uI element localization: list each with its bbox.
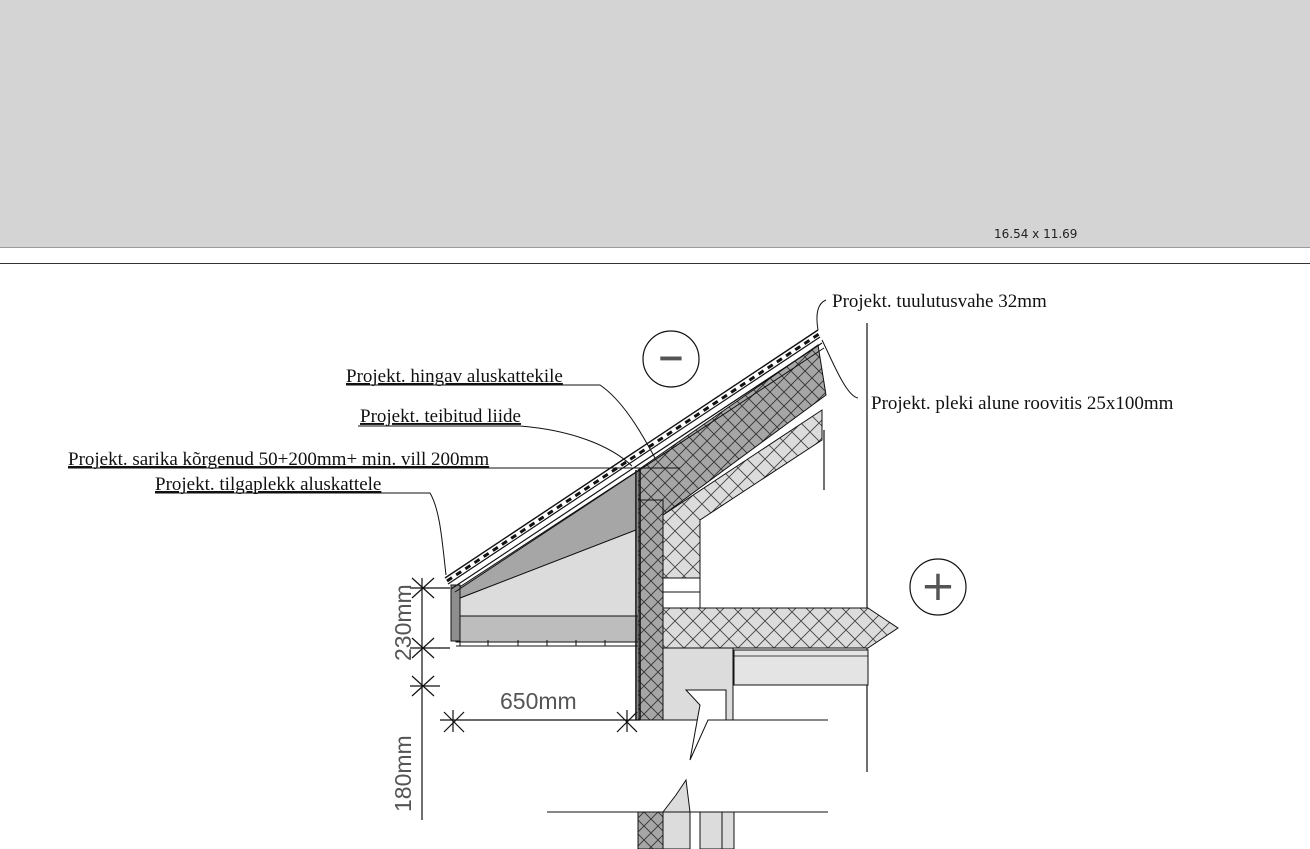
- wall-insulation-lower: [638, 812, 663, 849]
- label-taped-joint: Projekt. teibitud liide: [360, 406, 521, 427]
- page-size-readout: 16.54 x 11.69: [994, 227, 1078, 241]
- floor-slab: [663, 608, 898, 648]
- interior-lines: [824, 323, 867, 772]
- warm-side-symbol: +: [920, 561, 956, 610]
- cold-side-symbol: −: [656, 338, 686, 378]
- label-rafter-raised: Projekt. sarika kõrgenud 50+200mm+ min. vill 200mm: [68, 449, 490, 470]
- label-battens: Projekt. pleki alune roovitis 25x100mm: [871, 393, 1174, 414]
- lower-wall-stud: [700, 812, 734, 849]
- wall-stud: [663, 578, 700, 608]
- dimension-overhang: 650mm: [500, 688, 577, 714]
- soffit-board: [456, 616, 638, 642]
- wall-insulation: [638, 500, 663, 720]
- label-drip-flashing: Projekt. tilgaplekk aluskattele: [155, 474, 382, 495]
- floor-finish: [734, 650, 868, 685]
- label-breathable-underlay: Projekt. hingav aluskattekile: [346, 366, 563, 387]
- dimension-lower-height: 180mm: [390, 735, 416, 812]
- dimension-fascia-height: 230mm: [390, 584, 416, 661]
- fascia-board: [451, 585, 460, 641]
- label-ventilation-gap: Projekt. tuulutusvahe 32mm: [832, 291, 1047, 312]
- break-line-lower: [663, 780, 690, 849]
